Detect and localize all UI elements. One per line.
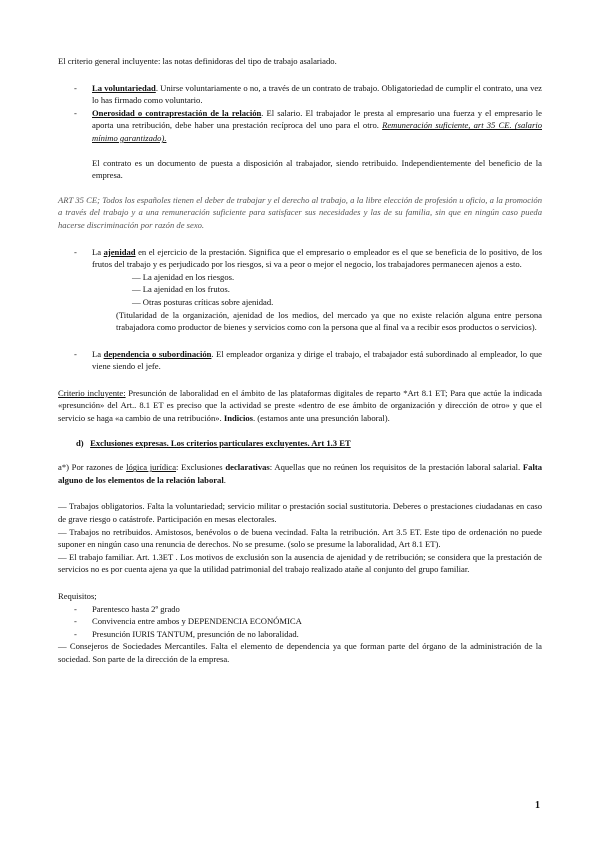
criterio-incluyente-paragraph <box>58 387 542 425</box>
bullet-dash: - <box>74 348 77 359</box>
ajenidad-subitem: — La ajenidad en los riesgos. <box>132 271 235 282</box>
criterio-text: Presunción de laboralidad en el ámbito de las plataformas digitales de reparto *Art 8.1 ET; Para que actúe la indicada «presunción» del Art.. 8.1 ET es preciso que la actividad se preste «dentro de ese ámbito de organización y dirección de otro» y que el servicio se haga «a cambio de una retribución». <box>58 387 542 424</box>
razones-prefix: a*) Por razones de <box>58 462 127 473</box>
list-item-onerosidad <box>58 107 542 145</box>
list-item-dependencia <box>58 348 542 373</box>
prefix-dependencia: La <box>92 348 104 359</box>
contrato-paragraph: El contrato es un documento de puesta a disposición al trabajador, siendo retribuido. Independientemente del beneficio de la empresa. <box>92 157 542 181</box>
criterio-tail: . (estamos ante una presunción laboral). <box>253 413 390 424</box>
razones-end: . <box>223 474 226 485</box>
prefix-ajenidad: La <box>92 246 104 257</box>
requisito-item <box>58 603 542 616</box>
heading-text: Exclusiones expresas. Los criterios particulares excluyentes. Art 1.3 ET <box>90 437 351 448</box>
bullet-dash: - <box>74 107 77 118</box>
bullet-dash: - <box>74 82 77 93</box>
text-ajenidad: en el ejercicio de la prestación. Significa que el empresario o empleador es el que se beneficia de lo positivo, de los frutos del trabajo y es perjudicado por los riesgos, si va a peor o mejor el negocio, los trabajadores permanecen ajenos a esto. <box>92 246 542 270</box>
text-voluntariedad: . Unirse voluntariamente o no, a través de un contrato de trabajo. Obligatoriedad de cumplir el contrato, una vez lo has firmado como voluntario. <box>92 82 542 106</box>
bullet-dash: - <box>74 628 77 639</box>
link-remuneracion[interactable]: Remuneración suficiente, art 35 CE. (salario mínimo garantizado). <box>92 120 543 143</box>
criterio-bold: Indicios <box>223 413 253 424</box>
page-number: 1 <box>535 800 540 811</box>
requisito-text: Parentesco hasta 2º grado <box>92 603 180 614</box>
ajenidad-subitem: — Otras posturas críticas sobre ajenidad. <box>132 296 274 307</box>
term-dependencia: dependencia o subordinación <box>103 348 212 359</box>
exclusion-consejeros: — Consejeros de Sociedades Mercantiles. Falta el elemento de dependencia ya que forman parte del órgano de la administración de la sociedad. Son parte de la dirección de la empresa. <box>58 641 542 664</box>
heading-letter: d) <box>76 437 84 448</box>
bullet-dash: - <box>74 616 77 627</box>
exclusion-no-retribuidos: — Trabajos no retribuidos. Amistosos, benévolos o de buena vecindad. Falta la retribución. Art 3.5 ET. Este tipo de ordenación no puede suponer en ningún caso una renuncia de derechos. No se presume. (solo se presume la laboralidad, Art 8.1 ET). <box>58 526 542 550</box>
text-dependencia: . El empleador organiza y dirige el trabajo, el trabajador está subordinado al empleador, lo que viene siendo el jefe. <box>92 348 542 372</box>
section-heading <box>58 437 542 450</box>
razones-link: lógica jurídica <box>126 462 177 473</box>
intro-paragraph: El criterio general incluyente: las notas definidoras del tipo de trabajo asalariado. <box>58 56 337 66</box>
term-onerosidad: Onerosidad o contraprestación de la relación <box>92 107 262 118</box>
razones-bold1: declarativas <box>225 462 270 473</box>
ajenidad-note: (Titularidad de la organización, ajenidad de los medios, del mercado ya que no existe relación alguna entre persona trabajadora como productor de bienes y servicios como con la persona que al final va a recibir esos productos o servicios). <box>116 309 542 333</box>
requisito-item <box>58 628 542 641</box>
bullet-dash: - <box>74 603 77 614</box>
bullet-dash: - <box>74 246 77 257</box>
criterio-label: Criterio incluyente: <box>58 387 126 398</box>
requisito-item <box>58 615 542 628</box>
razones-mid: : Exclusiones <box>176 462 226 473</box>
text-onerosidad: . El salario. El trabajador le presta al empresario una fuerza y el empresario le aporta una retribución, debe haber una prestación recíproca del uno para el otro. <box>92 107 542 131</box>
requisitos-title: Requisitos; <box>58 591 97 601</box>
document-page <box>58 55 542 666</box>
razones-text: : Aquellas que no reúnen los requisitos de la prestación laboral salarial. <box>269 462 523 473</box>
exclusion-familiar: — El trabajo familiar. Art. 1.3ET . Los motivos de exclusión son la ausencia de ajenidad y de retribución; se considera que la prestación de servicios no es por cuenta ajena ya que la utilidad patrimonial del trabajo realizado atañe al conjunto del grupo familiar. <box>58 551 542 575</box>
art35-quote: ART 35 CE; Todos los españoles tienen el deber de trabajar y el derecho al trabajo, a la libre elección de profesión u oficio, a la promoción a través del trabajo y a una remuneración suficiente para satisfacer sus necesidades y las de su familia, sin que en ningún caso pueda hacerse discriminación por razón de sexo. <box>58 194 542 230</box>
razones-bold2: Falta alguno de los elementos de la relación laboral <box>58 462 543 485</box>
exclusion-obligatorios: — Trabajos obligatorios. Falta la voluntariedad; servicio militar o prestación social sustitutoria. Deberes o prestaciones ciudadanas en caso de grave riesgo o catástrofe. Participación en mesas electorales. <box>58 501 542 525</box>
requisito-text: Presunción IURIS TANTUM, presunción de no laboralidad. <box>92 628 299 639</box>
term-voluntariedad: La voluntariedad <box>92 82 156 93</box>
list-item-ajenidad <box>58 246 542 271</box>
list-item-voluntariedad <box>58 82 542 107</box>
ajenidad-subitem: — La ajenidad en los frutos. <box>132 284 230 295</box>
requisito-text: Convivencia entre ambos y DEPENDENCIA ECONÓMICA <box>92 616 302 627</box>
razones-paragraph <box>58 461 542 486</box>
term-ajenidad: ajenidad <box>103 246 136 257</box>
